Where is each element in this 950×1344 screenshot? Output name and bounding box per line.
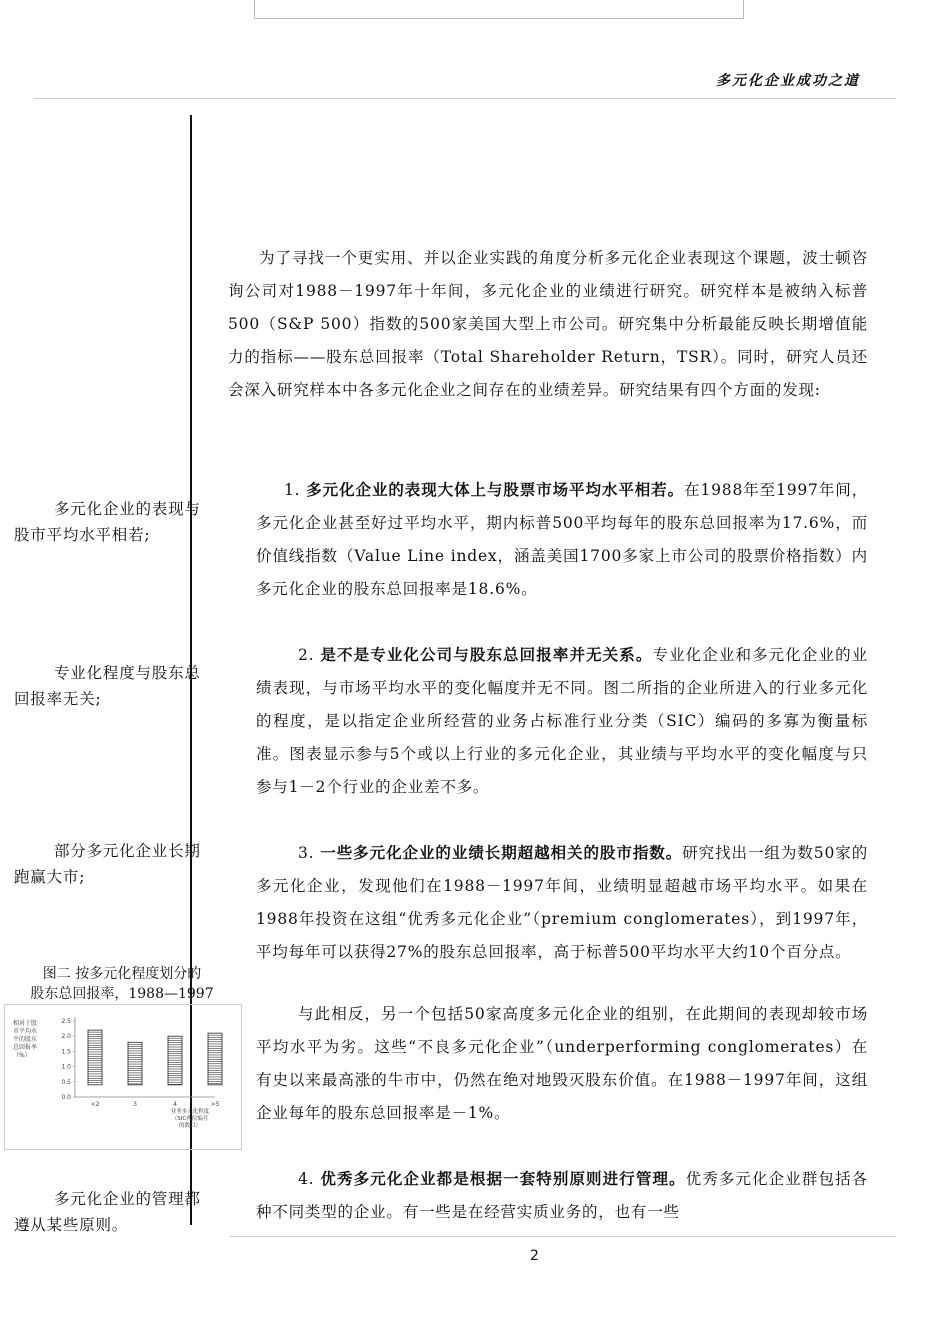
y-tick-label: 2.5 xyxy=(61,1018,71,1025)
sidenote-2 xyxy=(14,660,232,712)
x-axis-label-line: （SIC两位编号 xyxy=(171,1116,209,1122)
finding-4 xyxy=(228,1162,868,1229)
sidenote-3-line-2: 跑赢大市; xyxy=(14,868,86,886)
sidenote-4 xyxy=(14,1186,232,1238)
x-tick-label: <2 xyxy=(90,1101,100,1108)
y-tick-label: 1.0 xyxy=(61,1063,71,1071)
y-tick-label: 2.0 xyxy=(61,1033,71,1041)
finding-4-heading: 优秀多元化企业都是根据一套特别原则进行管理。 xyxy=(320,1169,686,1188)
finding-1 xyxy=(228,473,868,606)
finding-2-text: 专业化企业和多元化企业的业绩表现，与市场平均水平的变化幅度并无不同。图二所指的企业所进入的行业多元化的程度，是以指定企业所经营的业务占标准行业分类（SIC）编码的多寡为衡量标准。图表显示参与5个或以上行业的多元化企业，其业绩与平均水平的变化幅度与只参与1－2个行业的企业差不多。 xyxy=(256,646,868,796)
bar-chart xyxy=(5,1005,241,1149)
footer-divider xyxy=(230,1236,896,1237)
finding-1-text: 在1988年至1997年间，多元化企业甚至好过平均水平，期内标普500平均每年的股东总回报率为17.6%，而价值线指数（Value Line index，涵盖美国1700多家上市公司的股票价格指数）内多元化企业的股东总回报率是18.6%。 xyxy=(256,481,868,598)
finding-2 xyxy=(228,638,868,804)
finding-3-text: 研究找出一组为数50家的多元化企业，发现他们在1988－1997年间，业绩明显超越市场平均水平。如果在1988年投资在这组“优秀多元化企业”（premium conglomerates），到1997年，平均每年可以获得27%的股东总回报率，高于标普500平均水平大约10个百分点。 xyxy=(256,844,869,961)
x-tick-label: >5 xyxy=(210,1101,220,1108)
y-axis-label-line: 总回报率 xyxy=(13,1044,38,1051)
finding-3-heading: 一些多元化企业的业绩长期超越相关的股市指数。 xyxy=(320,843,683,862)
running-header: 多元化企业成功之道 xyxy=(716,73,860,89)
y-axis-label-line: 相对于股 xyxy=(13,1020,38,1027)
sidenote-1-line-1: 多元化企业的表现与 xyxy=(54,500,201,518)
page-number: 2 xyxy=(530,1248,539,1264)
finding-4-number: 4. xyxy=(298,1170,315,1188)
contrast-paragraph xyxy=(228,998,868,1130)
x-axis-label-line: 的数目） xyxy=(178,1123,202,1129)
y-tick-label: 0.0 xyxy=(61,1094,71,1101)
intro-paragraph xyxy=(228,242,868,407)
figure-box xyxy=(4,1004,242,1150)
header-divider xyxy=(34,98,896,99)
x-tick-label: 3 xyxy=(133,1101,137,1108)
figure-caption-line-1: 图二 按多元化程度划分的 xyxy=(42,966,202,982)
finding-2-heading: 是不是专业化公司与股东总回报率并无关系。 xyxy=(320,645,653,664)
y-axis-label-line: 市平均水 xyxy=(13,1028,38,1035)
y-tick-label: 1.5 xyxy=(61,1048,71,1056)
contrast-text: 与此相反，另一个包括50家高度多元化企业的组别，在此期间的表现却较市场平均水平为劣。这些“不良多元化企业”（underperforming conglomerates）在有史以来最高涨的牛市中，仍然在绝对地毁灭股东价值。在1988－1997年间，这组企业每年的股东总回报率是－1%。 xyxy=(256,1005,868,1122)
sidenote-3-line-1: 部分多元化企业长期 xyxy=(54,842,201,860)
figure-caption-line-2: 股东总回报率，1988—1997 xyxy=(30,986,214,1002)
finding-3-number: 3. xyxy=(298,844,315,862)
sidenote-4-line-1: 多元化企业的管理都 xyxy=(54,1190,201,1208)
y-axis-label-line: （%） xyxy=(13,1052,31,1059)
x-axis-label-line: 业务多元化程度 xyxy=(170,1109,210,1115)
sidenote-1 xyxy=(14,496,232,548)
finding-4-text: 优秀多元化企业群包括各种不同类型的企业。有一些是在经营实质业务的，也有一些 xyxy=(256,1170,868,1221)
y-tick-label: 0.5 xyxy=(61,1078,71,1086)
sidenote-2-line-1: 专业化程度与股东总 xyxy=(54,664,201,682)
sidenote-1-line-2: 股市平均水平相若; xyxy=(14,526,151,544)
y-axis-label-line: 平的股东 xyxy=(13,1036,38,1043)
finding-1-heading: 多元化企业的表现大体上与股票市场平均水平相若。 xyxy=(306,480,685,499)
finding-2-number: 2. xyxy=(298,646,315,664)
finding-1-number: 1. xyxy=(284,481,301,499)
top-frame xyxy=(254,0,744,19)
bar xyxy=(88,1030,102,1085)
figure-caption xyxy=(0,964,244,1004)
finding-3 xyxy=(228,836,868,969)
intro-text: 为了寻找一个更实用、并以企业实践的角度分析多元化企业表现这个课题，波士顿咨询公司对1988－1997年十年间，多元化企业的业绩进行研究。研究样本是被纳入标普500（S&P 500）指数的500家美国大型上市公司。研究集中分析最能反映长期增值能力的指标——股东总回报率（Total Shareholder Return，TSR）。同时，研究人员还会深入研究样本中各多元化企业之间存在的业绩差异。研究结果有四个方面的发现: xyxy=(228,249,868,399)
x-tick-label: 4 xyxy=(173,1101,177,1108)
sidenote-2-line-2: 回报率无关; xyxy=(14,690,102,708)
sidenote-3 xyxy=(14,838,232,890)
sidenote-4-line-2: 遵从某些原则。 xyxy=(14,1216,129,1234)
